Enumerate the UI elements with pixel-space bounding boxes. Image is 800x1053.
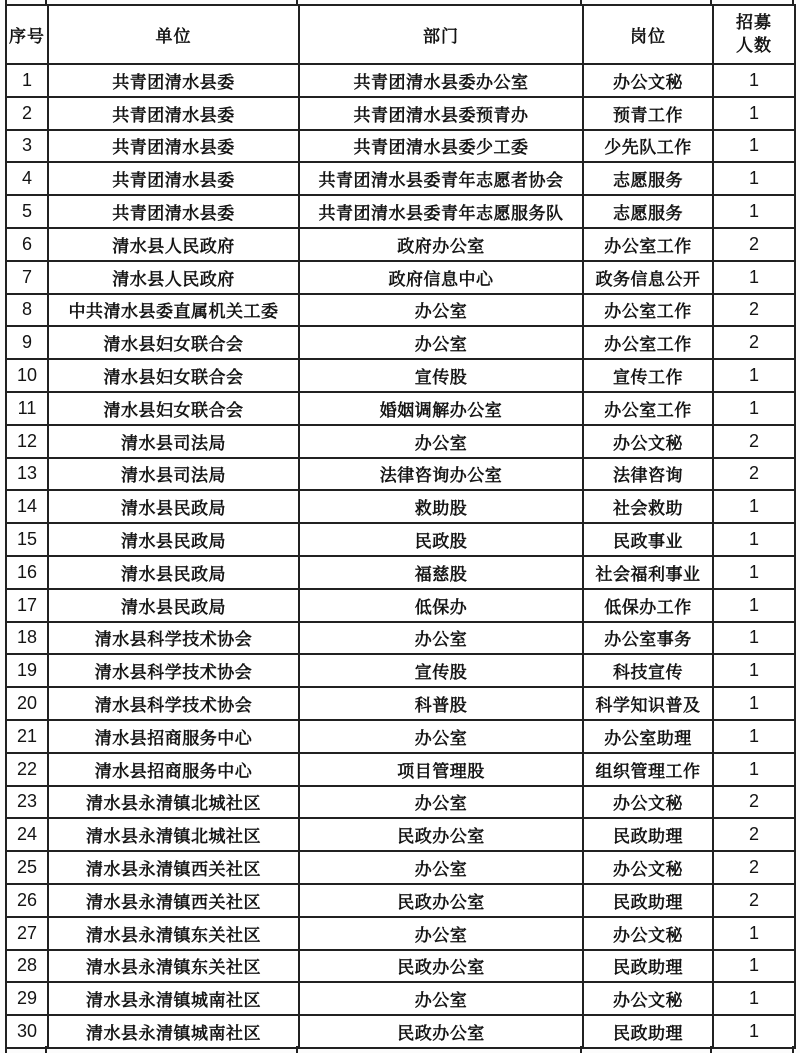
table-row [6, 917, 795, 950]
cell-serial-number: 1 [6, 64, 48, 97]
cell-serial-number: 22 [6, 753, 48, 786]
cell-recruit-count: 1 [713, 523, 795, 556]
grid-stub [580, 1046, 582, 1053]
cell-position: 民政助理 [583, 1015, 713, 1048]
table-row [6, 392, 795, 425]
table-row [6, 261, 795, 294]
cell-recruit-count: 2 [713, 458, 795, 491]
cell-serial-number: 6 [6, 228, 48, 261]
cell-unit: 共青团清水县委 [48, 97, 299, 130]
cell-unit: 清水县司法局 [48, 425, 299, 458]
cell-unit: 清水县民政局 [48, 556, 299, 589]
cell-department: 民政股 [299, 523, 583, 556]
table-row [6, 294, 795, 327]
cell-recruit-count: 1 [713, 1015, 795, 1048]
cell-department: 民政办公室 [299, 818, 583, 851]
cell-department: 项目管理股 [299, 753, 583, 786]
cell-department: 民政办公室 [299, 950, 583, 983]
cell-recruit-count: 1 [713, 490, 795, 523]
cell-recruit-count: 2 [713, 884, 795, 917]
table-row [6, 97, 795, 130]
cell-serial-number: 12 [6, 425, 48, 458]
cell-position: 政务信息公开 [583, 261, 713, 294]
cell-position: 办公室事务 [583, 622, 713, 655]
cell-position: 科技宣传 [583, 654, 713, 687]
cell-serial-number: 11 [6, 392, 48, 425]
cell-recruit-count: 1 [713, 917, 795, 950]
header-serial-number: 序号 [6, 5, 48, 64]
cell-department: 救助股 [299, 490, 583, 523]
cell-recruit-count: 1 [713, 556, 795, 589]
cell-department: 政府办公室 [299, 228, 583, 261]
header-recruit-count-label: 招募人数 [735, 13, 772, 55]
cell-position: 组织管理工作 [583, 753, 713, 786]
table-row [6, 326, 795, 359]
cell-serial-number: 4 [6, 162, 48, 195]
cell-position: 办公室工作 [583, 326, 713, 359]
cell-recruit-count: 1 [713, 261, 795, 294]
cell-recruit-count: 1 [713, 687, 795, 720]
cell-serial-number: 19 [6, 654, 48, 687]
table-row [6, 458, 795, 491]
cell-position: 办公文秘 [583, 917, 713, 950]
table-row [6, 622, 795, 655]
cell-recruit-count: 1 [713, 982, 795, 1015]
cell-recruit-count: 2 [713, 851, 795, 884]
cell-serial-number: 29 [6, 982, 48, 1015]
table-row [6, 130, 795, 163]
cell-position: 办公文秘 [583, 64, 713, 97]
cell-recruit-count: 2 [713, 818, 795, 851]
table-row [6, 654, 795, 687]
cell-department: 政府信息中心 [299, 261, 583, 294]
cell-department: 法律咨询办公室 [299, 458, 583, 491]
table-row [6, 195, 795, 228]
header-unit: 单位 [48, 5, 299, 64]
cell-unit: 清水县永清镇西关社区 [48, 884, 299, 917]
cell-department: 福慈股 [299, 556, 583, 589]
cell-serial-number: 16 [6, 556, 48, 589]
table-row [6, 228, 795, 261]
cell-department: 办公室 [299, 982, 583, 1015]
cell-recruit-count: 1 [713, 753, 795, 786]
table-row [6, 884, 795, 917]
cell-unit: 清水县永清镇北城社区 [48, 786, 299, 819]
cell-recruit-count: 1 [713, 359, 795, 392]
cell-recruit-count: 1 [713, 589, 795, 622]
cell-unit: 清水县妇女联合会 [48, 359, 299, 392]
cell-serial-number: 25 [6, 851, 48, 884]
cell-department: 办公室 [299, 425, 583, 458]
table-row [6, 753, 795, 786]
table-row [6, 786, 795, 819]
cell-recruit-count: 1 [713, 654, 795, 687]
cell-recruit-count: 1 [713, 950, 795, 983]
header-department: 部门 [299, 5, 583, 64]
cell-position: 民政助理 [583, 818, 713, 851]
grid-stub [45, 1046, 47, 1053]
header-row [6, 5, 795, 64]
cell-position: 社会救助 [583, 490, 713, 523]
cell-department: 宣传股 [299, 359, 583, 392]
cell-recruit-count: 2 [713, 425, 795, 458]
cell-unit: 清水县民政局 [48, 490, 299, 523]
cell-serial-number: 20 [6, 687, 48, 720]
cell-recruit-count: 1 [713, 622, 795, 655]
cell-position: 办公文秘 [583, 425, 713, 458]
table-row [6, 851, 795, 884]
cell-department: 办公室 [299, 720, 583, 753]
cell-serial-number: 14 [6, 490, 48, 523]
table-row [6, 720, 795, 753]
table-row [6, 1015, 795, 1048]
cell-serial-number: 8 [6, 294, 48, 327]
cell-unit: 清水县招商服务中心 [48, 720, 299, 753]
cell-unit: 清水县永清镇城南社区 [48, 982, 299, 1015]
cell-recruit-count: 1 [713, 162, 795, 195]
cell-serial-number: 27 [6, 917, 48, 950]
cell-department: 低保办 [299, 589, 583, 622]
cell-department: 办公室 [299, 917, 583, 950]
cell-unit: 清水县民政局 [48, 523, 299, 556]
cell-unit: 清水县妇女联合会 [48, 326, 299, 359]
cell-position: 民政事业 [583, 523, 713, 556]
cell-recruit-count: 1 [713, 195, 795, 228]
cell-serial-number: 13 [6, 458, 48, 491]
cell-recruit-count: 2 [713, 228, 795, 261]
cell-unit: 清水县永清镇东关社区 [48, 950, 299, 983]
header-recruit-count [713, 5, 795, 64]
table-row [6, 162, 795, 195]
cell-department: 民政办公室 [299, 884, 583, 917]
cell-unit: 清水县妇女联合会 [48, 392, 299, 425]
cell-position: 志愿服务 [583, 195, 713, 228]
cell-unit: 中共清水县委直属机关工委 [48, 294, 299, 327]
cell-serial-number: 18 [6, 622, 48, 655]
cell-unit: 清水县招商服务中心 [48, 753, 299, 786]
cell-serial-number: 7 [6, 261, 48, 294]
cell-department: 办公室 [299, 326, 583, 359]
cell-serial-number: 24 [6, 818, 48, 851]
cell-unit: 清水县永清镇西关社区 [48, 851, 299, 884]
cell-position: 预青工作 [583, 97, 713, 130]
header-position: 岗位 [583, 5, 713, 64]
table-row [6, 950, 795, 983]
table-row [6, 982, 795, 1015]
cell-serial-number: 30 [6, 1015, 48, 1048]
cell-department: 共青团清水县委青年志愿服务队 [299, 195, 583, 228]
cell-unit: 清水县科学技术协会 [48, 622, 299, 655]
cell-position: 少先队工作 [583, 130, 713, 163]
cell-unit: 清水县永清镇东关社区 [48, 917, 299, 950]
cell-serial-number: 5 [6, 195, 48, 228]
cell-recruit-count: 1 [713, 720, 795, 753]
table-row [6, 556, 795, 589]
table-row [6, 64, 795, 97]
cell-position: 办公室工作 [583, 228, 713, 261]
table-row [6, 687, 795, 720]
table-row [6, 818, 795, 851]
cell-unit: 清水县科学技术协会 [48, 654, 299, 687]
cell-position: 办公室工作 [583, 294, 713, 327]
cell-position: 低保办工作 [583, 589, 713, 622]
grid-stub [710, 1046, 712, 1053]
cell-unit: 清水县人民政府 [48, 261, 299, 294]
cell-position: 民政助理 [583, 884, 713, 917]
recruitment-table [5, 4, 796, 1049]
cell-department: 婚姻调解办公室 [299, 392, 583, 425]
cell-recruit-count: 1 [713, 97, 795, 130]
cell-recruit-count: 2 [713, 786, 795, 819]
cell-position: 法律咨询 [583, 458, 713, 491]
cell-unit: 清水县永清镇城南社区 [48, 1015, 299, 1048]
cell-position: 志愿服务 [583, 162, 713, 195]
cell-department: 共青团清水县委青年志愿者协会 [299, 162, 583, 195]
table-row [6, 523, 795, 556]
table-body [6, 64, 795, 1048]
cell-recruit-count: 1 [713, 64, 795, 97]
cell-position: 办公文秘 [583, 982, 713, 1015]
table-row [6, 425, 795, 458]
cell-serial-number: 23 [6, 786, 48, 819]
cell-unit: 共青团清水县委 [48, 130, 299, 163]
cell-department: 办公室 [299, 851, 583, 884]
cell-position: 办公室工作 [583, 392, 713, 425]
cell-position: 科学知识普及 [583, 687, 713, 720]
cell-unit: 共青团清水县委 [48, 162, 299, 195]
cell-unit: 清水县科学技术协会 [48, 687, 299, 720]
cell-unit: 共青团清水县委 [48, 195, 299, 228]
cell-recruit-count: 2 [713, 326, 795, 359]
cell-position: 社会福利事业 [583, 556, 713, 589]
grid-stub [296, 1046, 298, 1053]
cell-serial-number: 17 [6, 589, 48, 622]
cell-recruit-count: 1 [713, 130, 795, 163]
cell-serial-number: 9 [6, 326, 48, 359]
table-row [6, 589, 795, 622]
cell-serial-number: 26 [6, 884, 48, 917]
cell-department: 共青团清水县委预青办 [299, 97, 583, 130]
cell-position: 宣传工作 [583, 359, 713, 392]
cell-department: 宣传股 [299, 654, 583, 687]
cell-position: 办公文秘 [583, 786, 713, 819]
cell-position: 办公室助理 [583, 720, 713, 753]
cell-serial-number: 10 [6, 359, 48, 392]
cell-department: 共青团清水县委少工委 [299, 130, 583, 163]
cell-department: 科普股 [299, 687, 583, 720]
cell-department: 民政办公室 [299, 1015, 583, 1048]
grid-stub [792, 1046, 794, 1053]
cell-unit: 清水县永清镇北城社区 [48, 818, 299, 851]
cell-department: 共青团清水县委办公室 [299, 64, 583, 97]
cell-serial-number: 3 [6, 130, 48, 163]
cell-recruit-count: 2 [713, 294, 795, 327]
cell-position: 民政助理 [583, 950, 713, 983]
cell-department: 办公室 [299, 622, 583, 655]
cell-serial-number: 2 [6, 97, 48, 130]
grid-stub [5, 1046, 7, 1053]
cell-serial-number: 21 [6, 720, 48, 753]
cell-department: 办公室 [299, 294, 583, 327]
cell-serial-number: 28 [6, 950, 48, 983]
cell-unit: 清水县民政局 [48, 589, 299, 622]
cell-unit: 清水县司法局 [48, 458, 299, 491]
cell-unit: 共青团清水县委 [48, 64, 299, 97]
cell-department: 办公室 [299, 786, 583, 819]
cell-position: 办公文秘 [583, 851, 713, 884]
table-row [6, 359, 795, 392]
cell-recruit-count: 1 [713, 392, 795, 425]
cell-serial-number: 15 [6, 523, 48, 556]
table-row [6, 490, 795, 523]
cell-unit: 清水县人民政府 [48, 228, 299, 261]
